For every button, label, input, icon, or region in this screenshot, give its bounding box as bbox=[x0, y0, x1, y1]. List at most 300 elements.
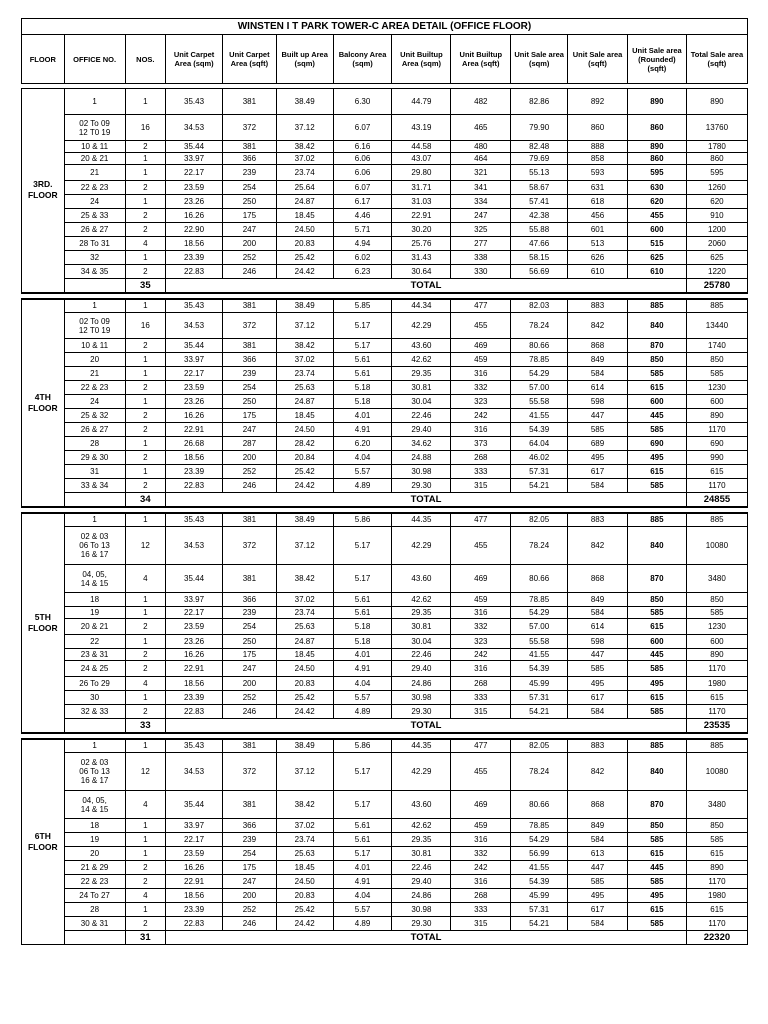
cell-unit-builtup-sqft: 321 bbox=[451, 165, 511, 181]
cell-unit-carpet-sqft: 239 bbox=[222, 833, 276, 847]
cell-unit-builtup-sqm: 30.81 bbox=[392, 619, 451, 635]
cell-unit-sale-sqm: 80.66 bbox=[511, 565, 568, 593]
cell-built-up-sqm: 24.87 bbox=[276, 635, 333, 649]
cell-built-up-sqm: 23.74 bbox=[276, 165, 333, 181]
cell-unit-sale-sqft: 584 bbox=[568, 479, 628, 493]
cell-built-up-sqm: 20.83 bbox=[276, 677, 333, 691]
cell-built-up-sqm: 37.12 bbox=[276, 527, 333, 565]
cell-unit-sale-sqm: 79.90 bbox=[511, 115, 568, 141]
table-row bbox=[22, 753, 748, 791]
cell-unit-sale-sqm: 78.85 bbox=[511, 593, 568, 607]
cell-balcony-sqm: 5.86 bbox=[333, 513, 392, 527]
cell-unit-carpet-sqm: 18.56 bbox=[166, 237, 223, 251]
cell-unit-builtup-sqm: 29.35 bbox=[392, 607, 451, 619]
cell-unit-builtup-sqm: 43.60 bbox=[392, 339, 451, 353]
cell-unit-builtup-sqft: 315 bbox=[451, 705, 511, 719]
cell-nos: 16 bbox=[125, 313, 166, 339]
cell-office-no: 02 & 03 06 To 13 16 & 17 bbox=[64, 753, 125, 791]
table-row bbox=[22, 847, 748, 861]
table-row bbox=[22, 607, 748, 619]
header-unit-builtup-sqm: Unit Builtup Area (sqm) bbox=[392, 35, 451, 84]
cell-unit-builtup-sqft: 482 bbox=[451, 89, 511, 115]
cell-balcony-sqm: 5.17 bbox=[333, 313, 392, 339]
table-row bbox=[22, 353, 748, 367]
cell-unit-builtup-sqft: 332 bbox=[451, 847, 511, 861]
cell-unit-sale-rounded: 585 bbox=[627, 607, 686, 619]
cell-unit-builtup-sqft: 480 bbox=[451, 141, 511, 153]
cell-unit-sale-sqft: 598 bbox=[568, 635, 628, 649]
cell-unit-sale-sqft: 584 bbox=[568, 607, 628, 619]
cell-unit-sale-sqft: 892 bbox=[568, 89, 628, 115]
cell-unit-carpet-sqm: 23.39 bbox=[166, 251, 223, 265]
cell-built-up-sqm: 25.63 bbox=[276, 381, 333, 395]
cell-unit-sale-sqft: 868 bbox=[568, 339, 628, 353]
cell-nos: 1 bbox=[125, 195, 166, 209]
cell-built-up-sqm: 38.49 bbox=[276, 513, 333, 527]
cell-unit-carpet-sqft: 372 bbox=[222, 313, 276, 339]
cell-unit-sale-rounded: 585 bbox=[627, 917, 686, 931]
table-row bbox=[22, 513, 748, 527]
cell-nos: 4 bbox=[125, 889, 166, 903]
cell-unit-sale-rounded: 630 bbox=[627, 181, 686, 195]
cell-balcony-sqm: 6.06 bbox=[333, 153, 392, 165]
cell-unit-carpet-sqm: 22.91 bbox=[166, 661, 223, 677]
cell-balcony-sqm: 4.04 bbox=[333, 677, 392, 691]
cell-total-sale-sqft: 890 bbox=[686, 89, 747, 115]
cell-balcony-sqm: 4.04 bbox=[333, 451, 392, 465]
cell-unit-carpet-sqm: 23.26 bbox=[166, 395, 223, 409]
table-row bbox=[22, 339, 748, 353]
cell-unit-carpet-sqm: 35.43 bbox=[166, 89, 223, 115]
cell-unit-sale-sqft: 584 bbox=[568, 833, 628, 847]
cell-nos: 1 bbox=[125, 89, 166, 115]
cell-unit-sale-rounded: 615 bbox=[627, 381, 686, 395]
cell-unit-builtup-sqft: 315 bbox=[451, 917, 511, 931]
cell-unit-sale-rounded: 445 bbox=[627, 649, 686, 661]
floor-label: 4TH FLOOR bbox=[22, 299, 65, 507]
cell-balcony-sqm: 5.57 bbox=[333, 691, 392, 705]
cell-unit-sale-rounded: 840 bbox=[627, 753, 686, 791]
cell-total-sale-sqft: 1170 bbox=[686, 423, 747, 437]
cell-nos: 4 bbox=[125, 237, 166, 251]
cell-unit-carpet-sqft: 254 bbox=[222, 181, 276, 195]
table-row bbox=[22, 251, 748, 265]
cell-unit-builtup-sqft: 455 bbox=[451, 753, 511, 791]
cell-unit-sale-sqm: 78.24 bbox=[511, 527, 568, 565]
cell-unit-carpet-sqm: 22.83 bbox=[166, 705, 223, 719]
cell-unit-builtup-sqm: 42.29 bbox=[392, 313, 451, 339]
table-row bbox=[22, 819, 748, 833]
cell-nos: 1 bbox=[125, 437, 166, 451]
cell-total-sale-sqft: 1740 bbox=[686, 339, 747, 353]
cell-total-sale-sqft: 585 bbox=[686, 367, 747, 381]
cell-unit-builtup-sqm: 30.04 bbox=[392, 395, 451, 409]
cell-office-no: 24 To 27 bbox=[64, 889, 125, 903]
cell-unit-carpet-sqm: 18.56 bbox=[166, 451, 223, 465]
cell-unit-builtup-sqm: 29.30 bbox=[392, 917, 451, 931]
cell-nos: 1 bbox=[125, 353, 166, 367]
cell-unit-builtup-sqft: 242 bbox=[451, 409, 511, 423]
cell-unit-sale-rounded: 515 bbox=[627, 237, 686, 251]
cell-unit-sale-sqm: 54.29 bbox=[511, 833, 568, 847]
header-total-sale-sqft: Total Sale area (sqft) bbox=[686, 35, 747, 84]
cell-total-sale-sqft: 615 bbox=[686, 465, 747, 479]
cell-unit-sale-sqft: 585 bbox=[568, 423, 628, 437]
cell-unit-sale-rounded: 600 bbox=[627, 635, 686, 649]
cell-nos: 4 bbox=[125, 791, 166, 819]
cell-balcony-sqm: 5.17 bbox=[333, 527, 392, 565]
cell-unit-carpet-sqft: 366 bbox=[222, 819, 276, 833]
cell-office-no: 30 & 31 bbox=[64, 917, 125, 931]
cell-unit-builtup-sqm: 24.86 bbox=[392, 889, 451, 903]
cell-unit-carpet-sqft: 200 bbox=[222, 677, 276, 691]
cell-built-up-sqm: 24.50 bbox=[276, 423, 333, 437]
cell-unit-carpet-sqft: 252 bbox=[222, 691, 276, 705]
cell-unit-sale-rounded: 495 bbox=[627, 451, 686, 465]
cell-unit-carpet-sqft: 175 bbox=[222, 649, 276, 661]
cell-total-sale-sqft: 990 bbox=[686, 451, 747, 465]
table-row bbox=[22, 917, 748, 931]
cell-office-no: 25 & 32 bbox=[64, 409, 125, 423]
cell-nos: 2 bbox=[125, 223, 166, 237]
cell-unit-carpet-sqm: 22.17 bbox=[166, 367, 223, 381]
cell-unit-carpet-sqft: 254 bbox=[222, 381, 276, 395]
cell-built-up-sqm: 24.87 bbox=[276, 395, 333, 409]
cell-total-sale-sqft: 585 bbox=[686, 833, 747, 847]
total-label: TOTAL bbox=[166, 719, 687, 733]
cell-unit-carpet-sqft: 246 bbox=[222, 265, 276, 279]
cell-unit-carpet-sqm: 22.91 bbox=[166, 875, 223, 889]
cell-total-sale-sqft: 615 bbox=[686, 847, 747, 861]
cell-unit-carpet-sqft: 381 bbox=[222, 89, 276, 115]
cell-unit-sale-sqft: 584 bbox=[568, 705, 628, 719]
cell-built-up-sqm: 24.42 bbox=[276, 479, 333, 493]
cell-unit-carpet-sqft: 175 bbox=[222, 409, 276, 423]
total-empty-cell bbox=[64, 719, 125, 733]
cell-unit-sale-sqm: 78.24 bbox=[511, 313, 568, 339]
cell-balcony-sqm: 4.01 bbox=[333, 409, 392, 423]
cell-unit-sale-sqft: 598 bbox=[568, 395, 628, 409]
cell-office-no: 22 & 23 bbox=[64, 875, 125, 889]
cell-balcony-sqm: 4.94 bbox=[333, 237, 392, 251]
total-nos: 35 bbox=[125, 279, 166, 293]
cell-office-no: 26 & 27 bbox=[64, 223, 125, 237]
cell-unit-builtup-sqm: 30.04 bbox=[392, 635, 451, 649]
cell-built-up-sqm: 20.83 bbox=[276, 237, 333, 251]
cell-unit-carpet-sqft: 247 bbox=[222, 661, 276, 677]
cell-office-no: 32 bbox=[64, 251, 125, 265]
cell-balcony-sqm: 5.17 bbox=[333, 791, 392, 819]
cell-unit-sale-sqm: 82.05 bbox=[511, 739, 568, 753]
cell-unit-builtup-sqm: 22.46 bbox=[392, 649, 451, 661]
cell-unit-sale-sqm: 78.24 bbox=[511, 753, 568, 791]
cell-unit-builtup-sqm: 44.35 bbox=[392, 513, 451, 527]
cell-unit-sale-sqm: 79.69 bbox=[511, 153, 568, 165]
cell-built-up-sqm: 18.45 bbox=[276, 861, 333, 875]
cell-unit-builtup-sqm: 31.43 bbox=[392, 251, 451, 265]
table-row bbox=[22, 165, 748, 181]
cell-nos: 2 bbox=[125, 661, 166, 677]
cell-unit-sale-rounded: 870 bbox=[627, 565, 686, 593]
cell-unit-builtup-sqft: 469 bbox=[451, 565, 511, 593]
cell-unit-sale-sqft: 447 bbox=[568, 649, 628, 661]
table-row bbox=[22, 649, 748, 661]
cell-total-sale-sqft: 1260 bbox=[686, 181, 747, 195]
cell-unit-builtup-sqft: 477 bbox=[451, 513, 511, 527]
cell-built-up-sqm: 24.42 bbox=[276, 265, 333, 279]
cell-built-up-sqm: 37.02 bbox=[276, 593, 333, 607]
cell-unit-carpet-sqft: 200 bbox=[222, 451, 276, 465]
total-sale-area: 24855 bbox=[686, 493, 747, 507]
cell-built-up-sqm: 37.12 bbox=[276, 313, 333, 339]
cell-unit-carpet-sqm: 23.26 bbox=[166, 635, 223, 649]
table-row bbox=[22, 437, 748, 451]
cell-office-no: 02 To 09 12 T0 19 bbox=[64, 115, 125, 141]
cell-balcony-sqm: 6.06 bbox=[333, 165, 392, 181]
cell-office-no: 1 bbox=[64, 89, 125, 115]
cell-unit-carpet-sqft: 252 bbox=[222, 465, 276, 479]
cell-unit-sale-rounded: 455 bbox=[627, 209, 686, 223]
cell-built-up-sqm: 38.49 bbox=[276, 89, 333, 115]
cell-unit-carpet-sqm: 23.59 bbox=[166, 381, 223, 395]
cell-unit-carpet-sqm: 23.39 bbox=[166, 465, 223, 479]
cell-nos: 4 bbox=[125, 565, 166, 593]
area-detail-sheet bbox=[21, 18, 748, 945]
cell-nos: 2 bbox=[125, 265, 166, 279]
cell-built-up-sqm: 20.83 bbox=[276, 889, 333, 903]
cell-nos: 2 bbox=[125, 209, 166, 223]
cell-office-no: 30 bbox=[64, 691, 125, 705]
cell-unit-sale-rounded: 615 bbox=[627, 465, 686, 479]
cell-unit-sale-rounded: 585 bbox=[627, 479, 686, 493]
cell-unit-carpet-sqft: 247 bbox=[222, 423, 276, 437]
cell-total-sale-sqft: 850 bbox=[686, 353, 747, 367]
cell-balcony-sqm: 5.17 bbox=[333, 339, 392, 353]
cell-unit-carpet-sqft: 250 bbox=[222, 195, 276, 209]
total-empty-cell bbox=[64, 931, 125, 945]
floor-total-row bbox=[22, 279, 748, 293]
header-unit-sale-sqft: Unit Sale area (sqft) bbox=[568, 35, 628, 84]
table-row bbox=[22, 565, 748, 593]
cell-total-sale-sqft: 890 bbox=[686, 649, 747, 661]
cell-unit-builtup-sqm: 42.62 bbox=[392, 593, 451, 607]
cell-unit-sale-rounded: 585 bbox=[627, 705, 686, 719]
table-row bbox=[22, 195, 748, 209]
floor-label: 5TH FLOOR bbox=[22, 513, 65, 733]
cell-unit-carpet-sqm: 34.53 bbox=[166, 115, 223, 141]
cell-built-up-sqm: 25.63 bbox=[276, 847, 333, 861]
cell-built-up-sqm: 25.42 bbox=[276, 465, 333, 479]
cell-unit-sale-sqft: 610 bbox=[568, 265, 628, 279]
cell-balcony-sqm: 5.57 bbox=[333, 465, 392, 479]
cell-unit-sale-sqm: 46.02 bbox=[511, 451, 568, 465]
table-row bbox=[22, 739, 748, 753]
cell-unit-carpet-sqm: 23.39 bbox=[166, 691, 223, 705]
cell-unit-carpet-sqft: 252 bbox=[222, 251, 276, 265]
cell-balcony-sqm: 5.71 bbox=[333, 223, 392, 237]
cell-unit-builtup-sqft: 333 bbox=[451, 465, 511, 479]
cell-unit-sale-rounded: 600 bbox=[627, 395, 686, 409]
cell-unit-builtup-sqft: 316 bbox=[451, 875, 511, 889]
cell-unit-sale-rounded: 615 bbox=[627, 691, 686, 705]
cell-total-sale-sqft: 1170 bbox=[686, 661, 747, 677]
cell-unit-sale-sqm: 57.00 bbox=[511, 381, 568, 395]
cell-unit-carpet-sqm: 35.43 bbox=[166, 299, 223, 313]
cell-balcony-sqm: 4.89 bbox=[333, 479, 392, 493]
total-empty-cell bbox=[64, 279, 125, 293]
floor-total-row bbox=[22, 719, 748, 733]
cell-unit-sale-sqft: 626 bbox=[568, 251, 628, 265]
cell-unit-sale-sqft: 849 bbox=[568, 353, 628, 367]
cell-unit-sale-sqft: 849 bbox=[568, 593, 628, 607]
cell-nos: 1 bbox=[125, 153, 166, 165]
cell-unit-sale-rounded: 885 bbox=[627, 739, 686, 753]
cell-unit-sale-rounded: 495 bbox=[627, 677, 686, 691]
cell-total-sale-sqft: 3480 bbox=[686, 791, 747, 819]
cell-built-up-sqm: 38.49 bbox=[276, 299, 333, 313]
cell-unit-builtup-sqft: 325 bbox=[451, 223, 511, 237]
cell-balcony-sqm: 5.61 bbox=[333, 819, 392, 833]
cell-unit-sale-sqm: 47.66 bbox=[511, 237, 568, 251]
cell-unit-carpet-sqm: 22.17 bbox=[166, 607, 223, 619]
cell-balcony-sqm: 6.07 bbox=[333, 115, 392, 141]
cell-unit-sale-sqm: 57.31 bbox=[511, 903, 568, 917]
cell-nos: 2 bbox=[125, 479, 166, 493]
cell-unit-sale-sqm: 56.69 bbox=[511, 265, 568, 279]
cell-nos: 2 bbox=[125, 181, 166, 195]
cell-unit-builtup-sqm: 42.62 bbox=[392, 353, 451, 367]
cell-built-up-sqm: 24.87 bbox=[276, 195, 333, 209]
cell-unit-builtup-sqm: 29.35 bbox=[392, 833, 451, 847]
cell-nos: 2 bbox=[125, 705, 166, 719]
cell-unit-builtup-sqft: 277 bbox=[451, 237, 511, 251]
cell-unit-sale-sqft: 593 bbox=[568, 165, 628, 181]
cell-unit-sale-rounded: 595 bbox=[627, 165, 686, 181]
cell-built-up-sqm: 38.42 bbox=[276, 791, 333, 819]
cell-unit-builtup-sqft: 332 bbox=[451, 381, 511, 395]
cell-unit-builtup-sqm: 29.40 bbox=[392, 423, 451, 437]
cell-unit-carpet-sqm: 23.26 bbox=[166, 195, 223, 209]
cell-unit-builtup-sqft: 455 bbox=[451, 313, 511, 339]
cell-unit-sale-sqft: 868 bbox=[568, 565, 628, 593]
table-row bbox=[22, 237, 748, 251]
cell-total-sale-sqft: 1220 bbox=[686, 265, 747, 279]
cell-unit-carpet-sqm: 22.90 bbox=[166, 223, 223, 237]
cell-office-no: 22 bbox=[64, 635, 125, 649]
cell-total-sale-sqft: 1170 bbox=[686, 705, 747, 719]
cell-unit-carpet-sqft: 200 bbox=[222, 889, 276, 903]
cell-nos: 1 bbox=[125, 635, 166, 649]
header-unit-carpet-sqm: Unit Carpet Area (sqm) bbox=[166, 35, 223, 84]
cell-unit-sale-rounded: 615 bbox=[627, 619, 686, 635]
cell-unit-builtup-sqft: 334 bbox=[451, 195, 511, 209]
cell-built-up-sqm: 23.74 bbox=[276, 607, 333, 619]
cell-unit-carpet-sqm: 35.44 bbox=[166, 565, 223, 593]
cell-unit-builtup-sqft: 465 bbox=[451, 115, 511, 141]
cell-unit-carpet-sqm: 22.91 bbox=[166, 423, 223, 437]
cell-unit-builtup-sqm: 31.03 bbox=[392, 195, 451, 209]
header-unit-builtup-sqft: Unit Builtup Area (sqft) bbox=[451, 35, 511, 84]
cell-built-up-sqm: 37.02 bbox=[276, 153, 333, 165]
cell-office-no: 10 & 11 bbox=[64, 141, 125, 153]
cell-total-sale-sqft: 885 bbox=[686, 739, 747, 753]
cell-unit-sale-sqm: 54.21 bbox=[511, 705, 568, 719]
cell-balcony-sqm: 5.18 bbox=[333, 381, 392, 395]
cell-unit-builtup-sqft: 469 bbox=[451, 339, 511, 353]
cell-built-up-sqm: 24.50 bbox=[276, 661, 333, 677]
cell-unit-builtup-sqm: 30.20 bbox=[392, 223, 451, 237]
cell-nos: 1 bbox=[125, 165, 166, 181]
cell-nos: 1 bbox=[125, 395, 166, 409]
cell-nos: 12 bbox=[125, 753, 166, 791]
cell-unit-carpet-sqm: 26.68 bbox=[166, 437, 223, 451]
cell-unit-carpet-sqft: 381 bbox=[222, 339, 276, 353]
cell-unit-sale-sqm: 45.99 bbox=[511, 889, 568, 903]
cell-total-sale-sqft: 13760 bbox=[686, 115, 747, 141]
cell-balcony-sqm: 6.16 bbox=[333, 141, 392, 153]
cell-total-sale-sqft: 1980 bbox=[686, 889, 747, 903]
cell-total-sale-sqft: 885 bbox=[686, 299, 747, 313]
cell-built-up-sqm: 18.45 bbox=[276, 209, 333, 223]
cell-unit-carpet-sqm: 22.83 bbox=[166, 479, 223, 493]
cell-unit-builtup-sqm: 24.88 bbox=[392, 451, 451, 465]
cell-nos: 2 bbox=[125, 381, 166, 395]
cell-unit-sale-sqm: 54.39 bbox=[511, 875, 568, 889]
cell-unit-sale-sqm: 64.04 bbox=[511, 437, 568, 451]
cell-built-up-sqm: 24.42 bbox=[276, 705, 333, 719]
cell-nos: 1 bbox=[125, 819, 166, 833]
table-row bbox=[22, 115, 748, 141]
cell-total-sale-sqft: 1980 bbox=[686, 677, 747, 691]
cell-unit-builtup-sqm: 30.98 bbox=[392, 903, 451, 917]
cell-balcony-sqm: 5.85 bbox=[333, 299, 392, 313]
cell-balcony-sqm: 4.91 bbox=[333, 661, 392, 677]
cell-unit-builtup-sqft: 477 bbox=[451, 299, 511, 313]
header-nos: NOS. bbox=[125, 35, 166, 84]
cell-unit-sale-sqm: 54.29 bbox=[511, 607, 568, 619]
cell-unit-sale-sqft: 617 bbox=[568, 691, 628, 705]
cell-unit-builtup-sqft: 323 bbox=[451, 635, 511, 649]
cell-unit-sale-sqm: 78.85 bbox=[511, 819, 568, 833]
cell-unit-builtup-sqm: 30.64 bbox=[392, 265, 451, 279]
cell-unit-carpet-sqft: 246 bbox=[222, 705, 276, 719]
cell-unit-sale-sqm: 57.00 bbox=[511, 619, 568, 635]
cell-unit-carpet-sqm: 35.44 bbox=[166, 339, 223, 353]
table-row bbox=[22, 619, 748, 635]
cell-nos: 2 bbox=[125, 141, 166, 153]
cell-unit-carpet-sqm: 33.97 bbox=[166, 819, 223, 833]
cell-unit-carpet-sqft: 250 bbox=[222, 395, 276, 409]
cell-nos: 1 bbox=[125, 903, 166, 917]
cell-nos: 1 bbox=[125, 299, 166, 313]
cell-unit-builtup-sqm: 30.98 bbox=[392, 465, 451, 479]
cell-unit-builtup-sqft: 242 bbox=[451, 649, 511, 661]
cell-unit-sale-sqft: 888 bbox=[568, 141, 628, 153]
cell-unit-carpet-sqft: 175 bbox=[222, 861, 276, 875]
cell-unit-builtup-sqft: 341 bbox=[451, 181, 511, 195]
cell-total-sale-sqft: 600 bbox=[686, 395, 747, 409]
cell-total-sale-sqft: 850 bbox=[686, 819, 747, 833]
cell-unit-builtup-sqm: 22.91 bbox=[392, 209, 451, 223]
cell-unit-builtup-sqft: 315 bbox=[451, 479, 511, 493]
cell-balcony-sqm: 5.57 bbox=[333, 903, 392, 917]
table-row bbox=[22, 141, 748, 153]
cell-total-sale-sqft: 1780 bbox=[686, 141, 747, 153]
cell-unit-sale-sqft: 842 bbox=[568, 313, 628, 339]
cell-unit-sale-sqft: 614 bbox=[568, 619, 628, 635]
cell-unit-builtup-sqm: 44.58 bbox=[392, 141, 451, 153]
cell-unit-carpet-sqft: 372 bbox=[222, 115, 276, 141]
